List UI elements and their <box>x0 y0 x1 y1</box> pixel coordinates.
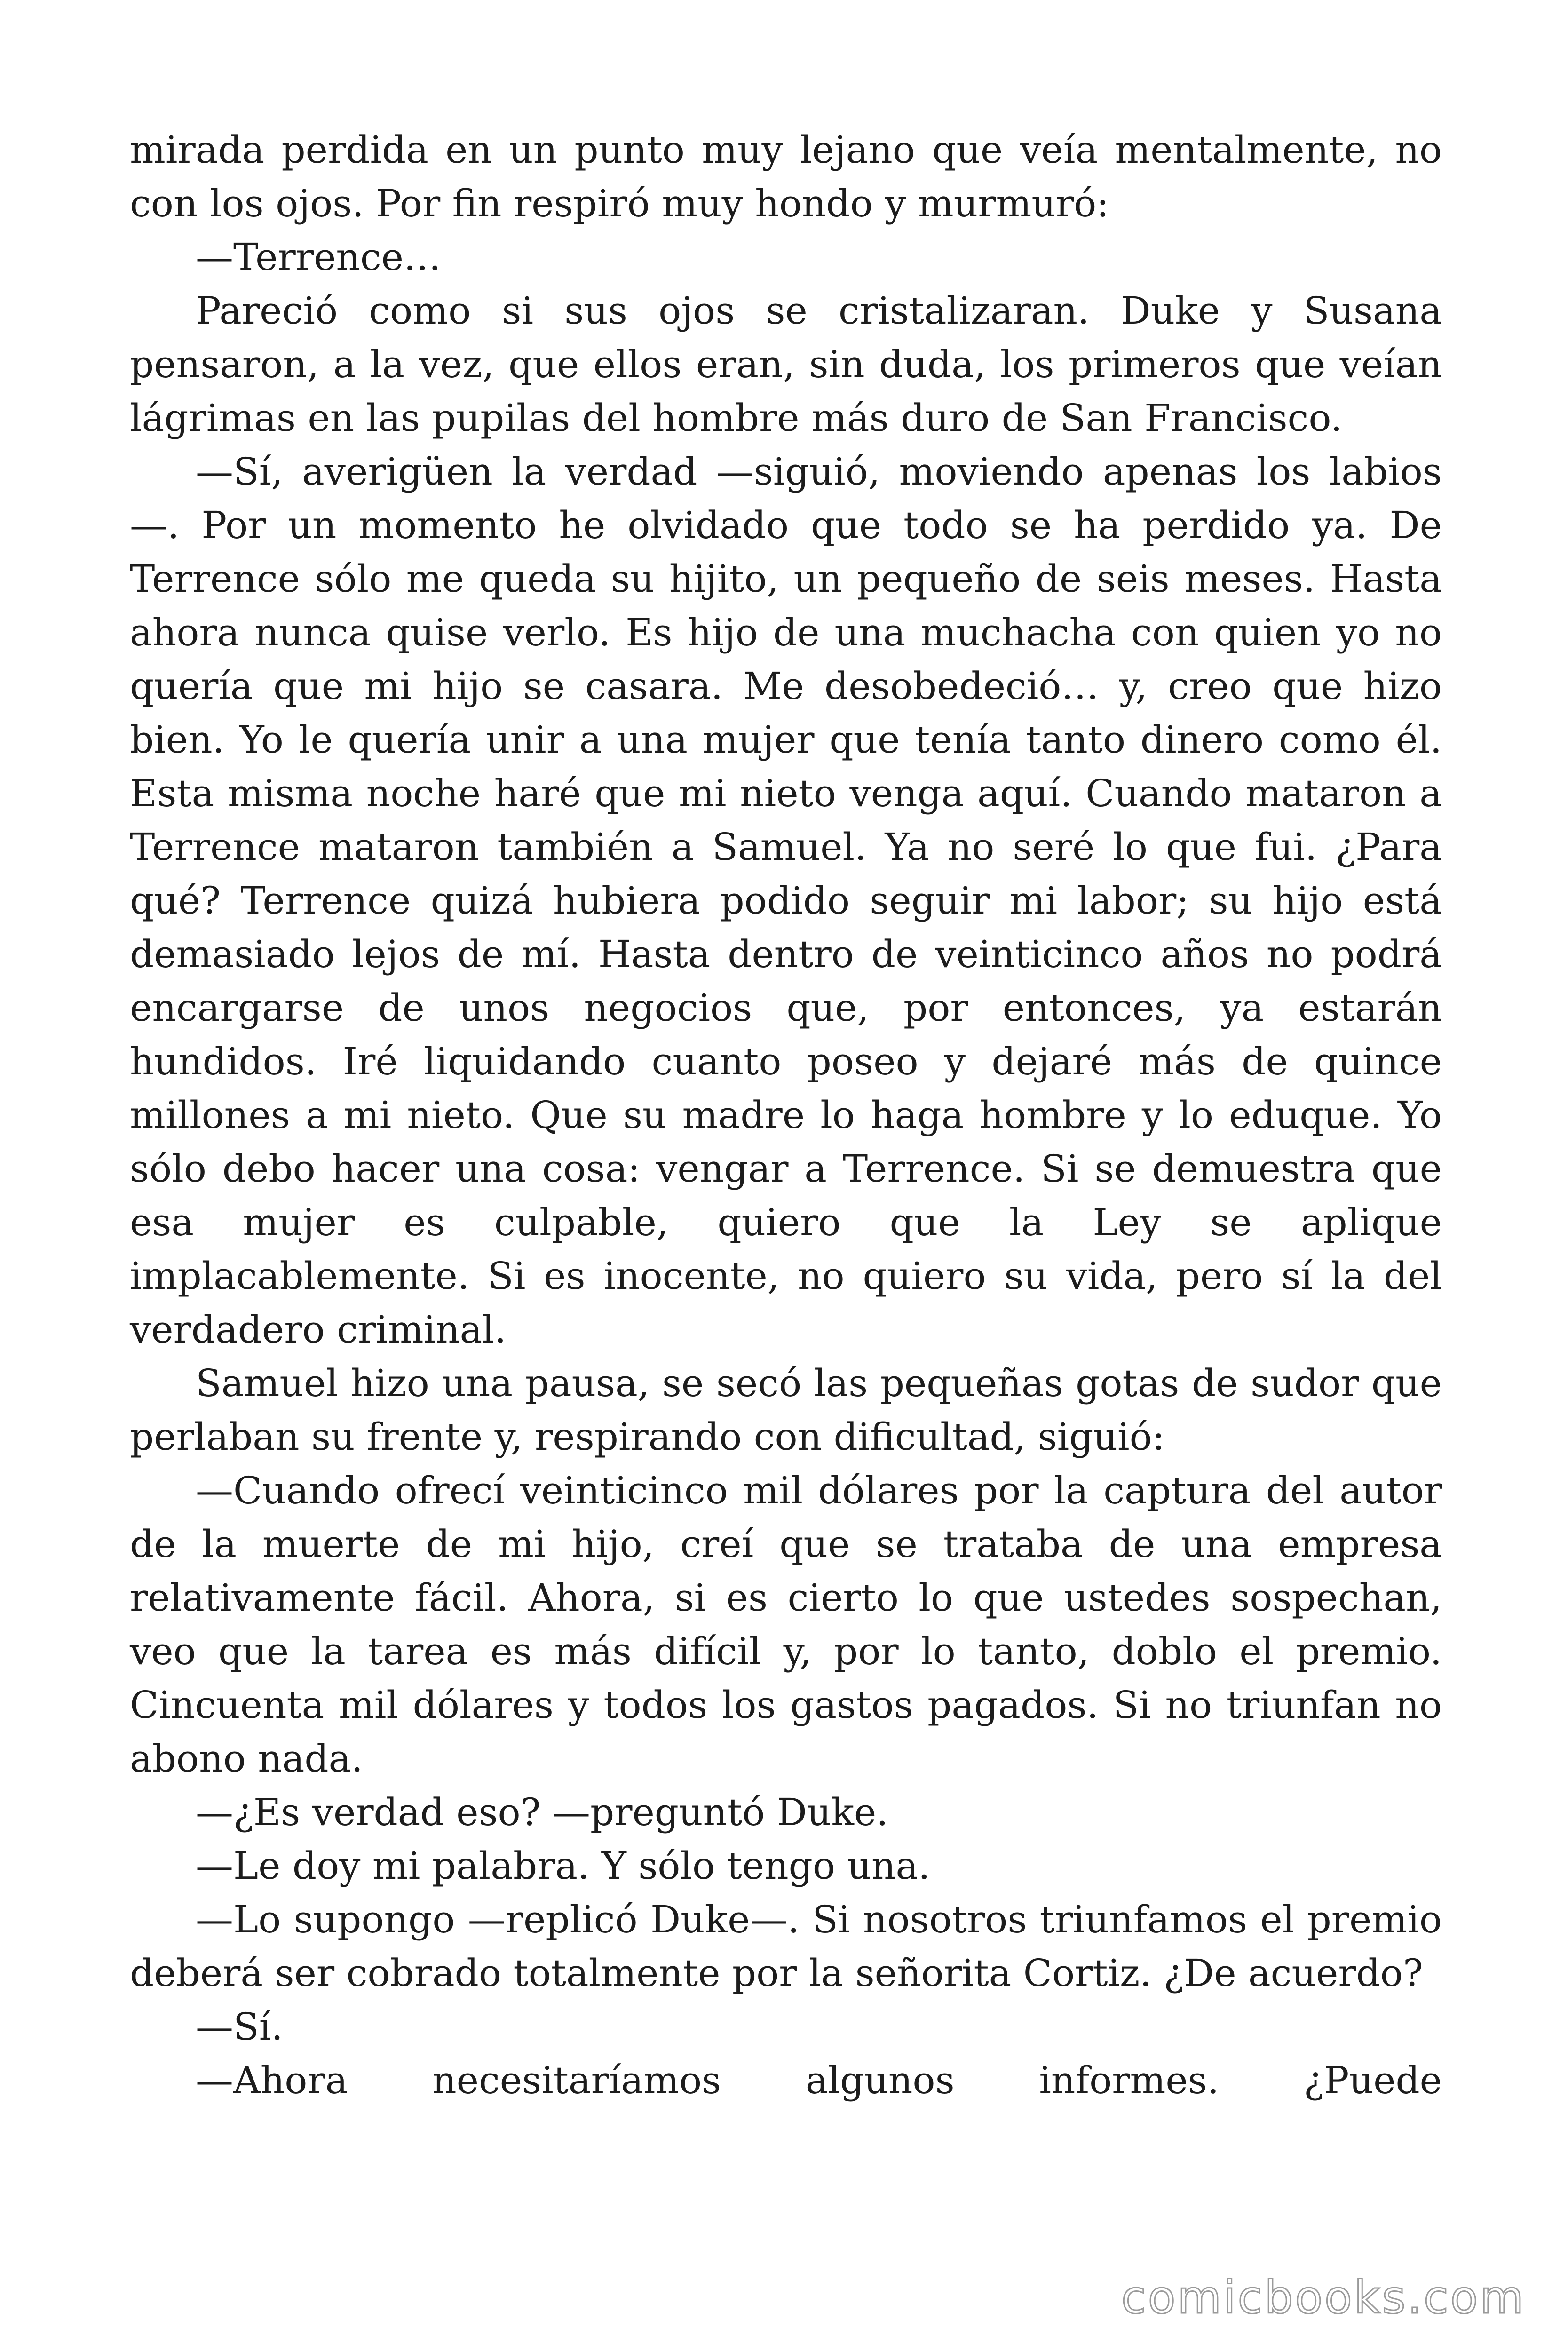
watermark-text: comicbooks.com <box>1121 2271 1526 2324</box>
paragraph: Samuel hizo una pausa, se secó las pequeñas gotas de sudor que perlaban su frente y, respirando con dificultad, siguió: <box>130 1361 1442 1459</box>
paragraph: —Sí, averigüen la verdad —siguió, moviendo apenas los labios —. Por un momento he olvidado que todo se ha perdido ya. De Terrence sólo me queda su hijito, un pequeño de seis meses. Hasta ahora nunca quise verlo. Es hijo de una muchacha con quien yo no quería que mi hijo se casara. Me desobedeció… y, creo que hizo bien. Yo le quería unir a una mujer que tenía tanto dinero como él. Esta misma noche haré que mi nieto venga aquí. Cuando mataron a Terrence mataron también a Samuel. Ya no seré lo que fui. ¿Para qué? Terrence quizá hubiera podido seguir mi labor; su hijo está demasiado lejos de mí. Hasta dentro de veinticinco años no podrá encargarse de unos negocios que, por entonces, ya estarán hundidos. Iré liquidando cuanto poseo y dejaré más de quince millones a mi nieto. Que su madre lo haga hombre y lo eduque. Yo sólo debo hacer una cosa: vengar a Terrence. Si se demuestra que esa mujer es culpable, quiero que la Ley se aplique implacablemente. Si es inocente, no quiero su vida, pero sí la del verdadero criminal. <box>130 450 1442 1351</box>
paragraph: —Ahora necesitaríamos algunos informes. ¿Puede <box>196 2058 1442 2102</box>
paragraph: —¿Es verdad eso? —preguntó Duke. <box>196 1790 888 1834</box>
paragraph: —Cuando ofrecí veinticinco mil dólares por la captura del autor de la muerte de mi hijo, creí que se trataba de una empresa relativamente fácil. Ahora, si es cierto lo que ustedes sospechan, veo que la tarea es más difícil y, por lo tanto, doblo el premio. Cincuenta mil dólares y todos los gastos pagados. Si no triunfan no abono nada. <box>130 1469 1442 1780</box>
body-text <box>130 123 1442 2107</box>
paragraph: —Terrence… <box>196 235 441 279</box>
paragraph: Pareció como si sus ojos se cristalizaran. Duke y Susana pensaron, a la vez, que ellos eran, sin duda, los primeros que veían lágrimas en las pupilas del hombre más duro de San Francisco. <box>130 289 1442 440</box>
paragraph: —Le doy mi palabra. Y sólo tengo una. <box>196 1844 930 1888</box>
paragraph: —Sí. <box>196 2005 283 2049</box>
paragraph: mirada perdida en un punto muy lejano que veía mentalmente, no con los ojos. Por fin respiró muy hondo y murmuró: <box>130 128 1442 225</box>
paragraph: —Lo supongo —replicó Duke—. Si nosotros triunfamos el premio deberá ser cobrado totalmente por la señorita Cortiz. ¿De acuerdo? <box>130 1898 1442 1995</box>
